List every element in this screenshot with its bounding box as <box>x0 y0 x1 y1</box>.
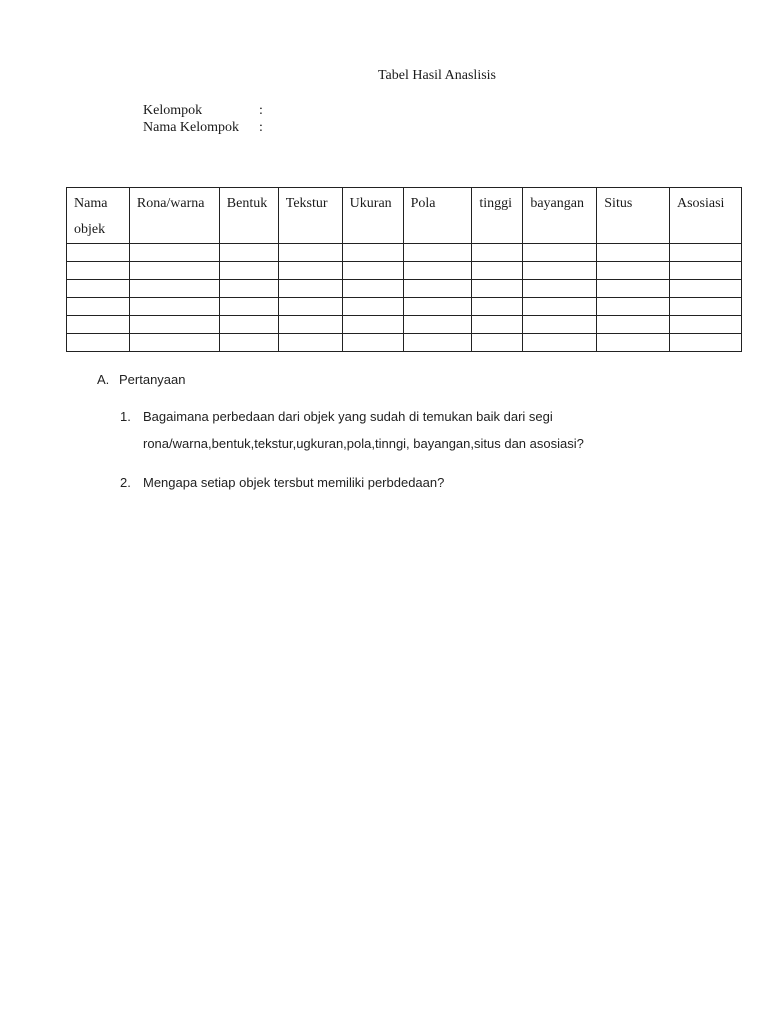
table-cell[interactable] <box>278 280 342 298</box>
meta-row-kelompok <box>143 102 269 119</box>
question-text: Mengapa setiap objek tersbut memiliki perbdedaan? <box>143 475 445 490</box>
table-cell[interactable] <box>342 334 403 352</box>
question-item <box>120 403 663 457</box>
table-row <box>67 244 742 262</box>
table-cell[interactable] <box>67 334 130 352</box>
column-header: Bentuk <box>219 188 278 244</box>
table-cell[interactable] <box>523 280 597 298</box>
table-cell[interactable] <box>129 244 219 262</box>
table-cell[interactable] <box>472 244 523 262</box>
question-list <box>97 403 663 496</box>
section-marker: A. <box>97 372 110 387</box>
table-cell[interactable] <box>597 262 670 280</box>
table-cell[interactable] <box>472 298 523 316</box>
table-cell[interactable] <box>523 334 597 352</box>
meta-label: Kelompok <box>143 103 203 118</box>
table-row <box>67 334 742 352</box>
table-cell[interactable] <box>472 334 523 352</box>
table-cell[interactable] <box>597 334 670 352</box>
questions-section <box>97 372 663 508</box>
table-cell[interactable] <box>219 334 278 352</box>
column-header: Pola <box>403 188 472 244</box>
table-cell[interactable] <box>219 316 278 334</box>
table-cell[interactable] <box>129 280 219 298</box>
table-cell[interactable] <box>597 244 670 262</box>
section-heading <box>97 372 663 387</box>
table-row <box>67 262 742 280</box>
table-cell[interactable] <box>670 334 742 352</box>
table-cell[interactable] <box>523 298 597 316</box>
table-cell[interactable] <box>670 262 742 280</box>
group-info <box>143 102 269 136</box>
analysis-table <box>66 187 742 352</box>
meta-row-nama-kelompok <box>143 119 269 136</box>
table-cell[interactable] <box>342 316 403 334</box>
table-cell[interactable] <box>219 262 278 280</box>
table-cell[interactable] <box>472 262 523 280</box>
table-cell[interactable] <box>403 244 472 262</box>
table-cell[interactable] <box>523 316 597 334</box>
table-cell[interactable] <box>278 316 342 334</box>
column-header: Asosiasi <box>670 188 742 244</box>
table-cell[interactable] <box>67 298 130 316</box>
table-cell[interactable] <box>670 280 742 298</box>
table-cell[interactable] <box>67 244 130 262</box>
table-cell[interactable] <box>67 262 130 280</box>
table-cell[interactable] <box>403 298 472 316</box>
table-cell[interactable] <box>670 316 742 334</box>
table-cell[interactable] <box>472 280 523 298</box>
question-number: 1. <box>120 409 131 424</box>
table-row <box>67 316 742 334</box>
table-cell[interactable] <box>342 298 403 316</box>
table-header-row <box>67 188 742 244</box>
column-header: Rona/warna <box>129 188 219 244</box>
table-cell[interactable] <box>278 262 342 280</box>
table-cell[interactable] <box>342 262 403 280</box>
table-cell[interactable] <box>278 334 342 352</box>
table-cell[interactable] <box>67 280 130 298</box>
table-cell[interactable] <box>403 316 472 334</box>
column-header: tinggi <box>472 188 523 244</box>
table-cell[interactable] <box>403 280 472 298</box>
section-title: Pertanyaan <box>119 372 186 387</box>
table-cell[interactable] <box>129 298 219 316</box>
table-cell[interactable] <box>342 280 403 298</box>
table-cell[interactable] <box>129 262 219 280</box>
column-header: Tekstur <box>278 188 342 244</box>
column-header: Situs <box>597 188 670 244</box>
column-header: Ukuran <box>342 188 403 244</box>
table-cell[interactable] <box>129 334 219 352</box>
table-cell[interactable] <box>219 298 278 316</box>
table-cell[interactable] <box>129 316 219 334</box>
table-cell[interactable] <box>523 262 597 280</box>
table-row <box>67 298 742 316</box>
table-body <box>67 244 742 352</box>
table-cell[interactable] <box>597 298 670 316</box>
table-cell[interactable] <box>597 316 670 334</box>
table-cell[interactable] <box>219 280 278 298</box>
table-cell[interactable] <box>403 334 472 352</box>
question-text: Bagaimana perbedaan dari objek yang sudah di temukan baik dari segi rona/warna,bentuk,tekstur,ugkuran,pola,tinngi, bayangan,situs dan asosiasi? <box>143 409 584 451</box>
table-cell[interactable] <box>219 244 278 262</box>
table-cell[interactable] <box>67 316 130 334</box>
table-cell[interactable] <box>670 298 742 316</box>
table-cell[interactable] <box>670 244 742 262</box>
meta-colon: : <box>259 103 263 118</box>
meta-colon: : <box>259 120 263 135</box>
column-header: bayangan <box>523 188 597 244</box>
table-cell[interactable] <box>278 298 342 316</box>
table-cell[interactable] <box>278 244 342 262</box>
column-header: Nama objek <box>67 188 130 244</box>
table-cell[interactable] <box>403 262 472 280</box>
table-cell[interactable] <box>597 280 670 298</box>
question-item <box>120 469 663 496</box>
table-row <box>67 280 742 298</box>
table-cell[interactable] <box>523 244 597 262</box>
document-title: Tabel Hasil Anaslisis <box>377 68 496 83</box>
table-cell[interactable] <box>342 244 403 262</box>
meta-label: Nama Kelompok <box>143 120 240 135</box>
question-number: 2. <box>120 475 131 490</box>
table-cell[interactable] <box>472 316 523 334</box>
